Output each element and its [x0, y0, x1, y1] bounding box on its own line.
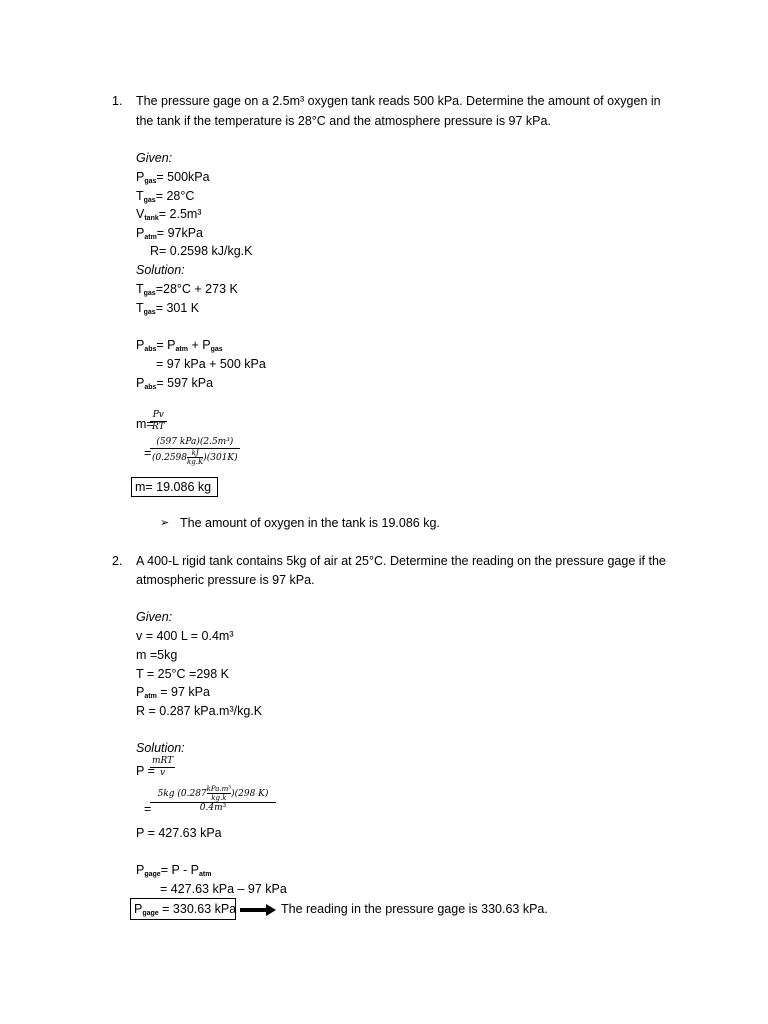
problem-1-conclusion: The amount of oxygen in the tank is 19.086 kg.	[180, 516, 440, 530]
given-label-2: Given:	[136, 610, 173, 624]
given-mass: m =5kg	[136, 648, 178, 662]
mass-substitution-eq: =	[144, 446, 152, 460]
given-patm: $P_{atm}= 97kPa$	[136, 226, 204, 241]
pgage-formula: $P_{gage}= P - P_{atm}$	[136, 863, 212, 878]
given-pgas: $P_{gas}= 500kPa$	[136, 170, 210, 185]
given-r-2: R = 0.287 kPa.m³/kg.K	[136, 704, 263, 718]
pgage-result: $P_{gage} = 330.63$ kPa	[134, 902, 237, 917]
pressure-formula-fraction: mRT v	[152, 756, 174, 778]
arrow-bullet-icon: ➢	[160, 517, 170, 529]
pabs-substitution: = 97 kPa + 500 kPa	[156, 357, 266, 371]
tgas-result: $T_{gas}= 301$ K	[136, 301, 200, 316]
solution-label-2: Solution:	[136, 741, 185, 755]
problem-1-question-line2: the tank if the temperature is 28°C and the atmosphere pressure is 97 kPa.	[136, 114, 551, 128]
given-r: R= 0.2598 kJ/kg.K	[150, 244, 253, 258]
mass-formula-fraction: Pv RT	[152, 410, 165, 432]
pabs-result: $P_{abs}= 597$ kPa	[136, 376, 214, 391]
problem-1-question-line1: The pressure gage on a 2.5m³ oxygen tank reads 500 kPa. Determine the amount of oxygen in	[136, 94, 661, 108]
problem-2-question-line1: A 400-L rigid tank contains 5kg of air at 25°C. Determine the reading on the pressure gage if the	[136, 554, 666, 568]
mass-formula-label: m=	[136, 417, 154, 431]
pressure-substitution-eq: =	[144, 802, 152, 816]
mass-substitution-fraction: (597 kPa)(2.5m³) (0.2598 $\frac{kJ}{kg.K}$ )(301K)	[152, 437, 238, 466]
given-label: Given:	[136, 151, 173, 165]
given-tgas: $T_{gas}= 28^\circ C$	[136, 189, 195, 204]
pressure-substitution-fraction: 5kg (0.287 kPa.m³ kg.k )(298 K) 0.4m³	[150, 785, 276, 814]
given-patm-2: $P_{atm} = 97$ kPa	[136, 685, 210, 700]
pabs-formula: $P_{abs}= P_{atm} + P_{gas}$	[136, 338, 223, 353]
pgage-substitution: = 427.63 kPa – 97 kPa	[160, 882, 287, 896]
given-temperature: T = 25°C =298 K	[136, 667, 230, 681]
pressure-result: P = 427.63 kPa	[136, 826, 222, 840]
pressure-formula-label: P =	[136, 764, 155, 778]
problem-2-question-line2: atmospheric pressure is 97 kPa.	[136, 573, 315, 587]
tgas-conversion: $T_{gas}=28^\circ C + 273$ K	[136, 282, 238, 297]
problem-2-conclusion: The reading in the pressure gage is 330.63 kPa.	[281, 902, 548, 916]
mass-result: m= 19.086 kg	[135, 480, 212, 494]
solution-label: Solution:	[136, 263, 185, 277]
problem-2-number: 2.	[112, 554, 123, 568]
given-volume: v = 400 L = 0.4m³	[136, 629, 234, 643]
given-vtank: $V_{tank}= 2.5m^3$	[136, 207, 202, 222]
right-arrow-icon	[240, 904, 276, 916]
problem-1-number: 1.	[112, 94, 123, 108]
